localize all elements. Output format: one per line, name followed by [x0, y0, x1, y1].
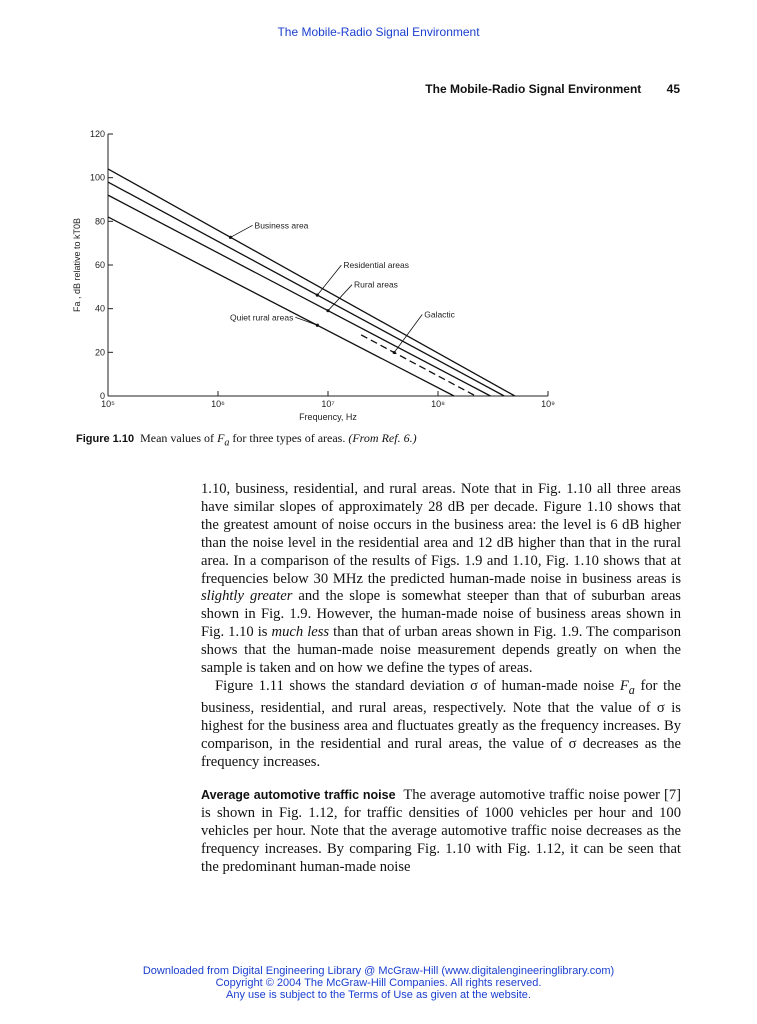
caption-symbol: F: [217, 431, 225, 445]
annotation-leader-0: [231, 225, 253, 237]
annotation-label-2: Rural areas: [354, 279, 398, 290]
p1-text-c: than that of urban areas shown in Fig. 1.9. The comparison shows that the human-made noise measurement depends greatly on when the sample is taken and on how we define the types of areas.: [201, 624, 681, 677]
annotation-label-3: Galactic: [424, 309, 455, 320]
paragraph-3: [201, 787, 681, 877]
running-head: [425, 82, 680, 96]
figure-number: Figure 1.10: [76, 433, 135, 445]
footer-terms-line[interactable]: Any use is subject to the Terms of Use as given at the website.: [226, 989, 531, 1001]
y-tick-label-80: 80: [94, 216, 105, 227]
y-tick-label-60: 60: [94, 260, 105, 270]
y-tick-label-40: 40: [94, 303, 105, 314]
annotation-leader-4: [295, 317, 317, 325]
annotation-label-1: Residential areas: [343, 260, 410, 271]
p1-text-b: and the slope is somewhat steeper than that of suburban areas shown in Fig. 1.9. However, the human-made noise of business areas shown in Fig. 1.10 is: [201, 588, 681, 641]
series-line-business-area: [108, 169, 515, 396]
x-tick-label-0: 10⁵: [101, 399, 115, 409]
noise-chart: [60, 120, 580, 425]
x-tick-label-1: 10⁶: [211, 399, 225, 409]
y-tick-label-20: 20: [94, 347, 105, 358]
series-line-residential-areas: [108, 182, 504, 396]
y-tick-label-120: 120: [89, 129, 105, 139]
annotation-arrowhead-1: [316, 293, 319, 296]
figure-caption: [76, 431, 417, 448]
x-axis-label: Frequency, Hz: [299, 412, 357, 422]
body-text: [201, 481, 681, 877]
annotation-arrowhead-0: [229, 236, 232, 239]
annotation-label-0: Business area: [254, 220, 309, 231]
caption-subscript: a: [224, 437, 230, 449]
p1-emphasis-1: slightly greater: [201, 588, 293, 605]
paragraph-2: [201, 678, 681, 771]
y-axis-label: Fa , dB relative to kT0B: [72, 217, 82, 313]
p3-text: The average automotive traffic noise power [7] is shown in Fig. 1.12, for traffic densities of 1000 vehicles per hour and 100 vehicles per hour. Note that the average automotive traffic noise decreases as the frequency increases. By comparing Fig. 1.10 with Fig. 1.12, it can be seen that the predominant human-made noise: [201, 787, 682, 876]
y-tick-label-100: 100: [89, 172, 105, 183]
annotation-leader-3: [394, 315, 422, 353]
p2-text-a: Figure 1.11 shows the standard deviation σ of human-made noise: [215, 677, 620, 694]
series-line-quiet-rural-areas: [108, 217, 454, 396]
section-run-in-heading: Average automotive traffic noise: [201, 788, 396, 803]
x-tick-label-2: 10⁷: [321, 399, 335, 409]
p2-symbol: F: [619, 677, 629, 694]
paragraph-1: [201, 481, 681, 678]
annotation-leader-1: [317, 265, 341, 295]
annotation-arrowhead-4: [316, 324, 319, 327]
page-number: 45: [666, 82, 680, 96]
caption-source: (From Ref. 6.): [348, 431, 417, 445]
x-tick-label-4: 10⁹: [541, 399, 555, 409]
running-head-title: The Mobile-Radio Signal Environment: [425, 82, 642, 96]
p2-subscript: a: [628, 682, 635, 697]
caption-post: for three types of areas.: [229, 431, 346, 445]
caption-pre: Mean values of: [140, 431, 218, 445]
p2-text-b: for the business, residential, and rural areas, respectively. Note that the value of σ is highest for the business area and fluctuates greatly as the frequency increases. By comparison, in the residential and rural areas, the value of σ decreases as the frequency increases.: [201, 677, 681, 770]
footer: [0, 965, 757, 1001]
p1-text-a: 1.10, business, residential, and rural areas. Note that in Fig. 1.10 all three areas have similar slopes of approximately 28 dB per decade. Figure 1.10 shows that the greatest amount of noise occurs in the business area: the level is 6 dB higher than the noise level in the residential area and 12 dB higher than that in the rural area. In a comparison of the results of Figs. 1.9 and 1.10, Fig. 1.10 shows that at frequencies below 30 MHz the predicted human-made noise in business areas is: [201, 481, 681, 587]
p1-emphasis-2: much less: [271, 624, 330, 641]
annotation-arrowhead-3: [393, 351, 396, 354]
x-tick-label-3: 10⁸: [431, 399, 445, 409]
footer-download-line[interactable]: Downloaded from Digital Engineering Library @ McGraw-Hill (www.digitalengineeringlibrary.com): [142, 965, 615, 977]
footer-copyright-line[interactable]: Copyright © 2004 The McGraw-Hill Companies. All rights reserved.: [215, 977, 542, 989]
annotation-label-4: Quiet rural areas: [230, 312, 294, 323]
annotation-arrowhead-2: [326, 309, 329, 312]
series-line-galactic: [361, 335, 476, 396]
download-banner-title[interactable]: The Mobile-Radio Signal Environment: [277, 25, 480, 39]
y-tick-label-0: 0: [99, 391, 105, 401]
